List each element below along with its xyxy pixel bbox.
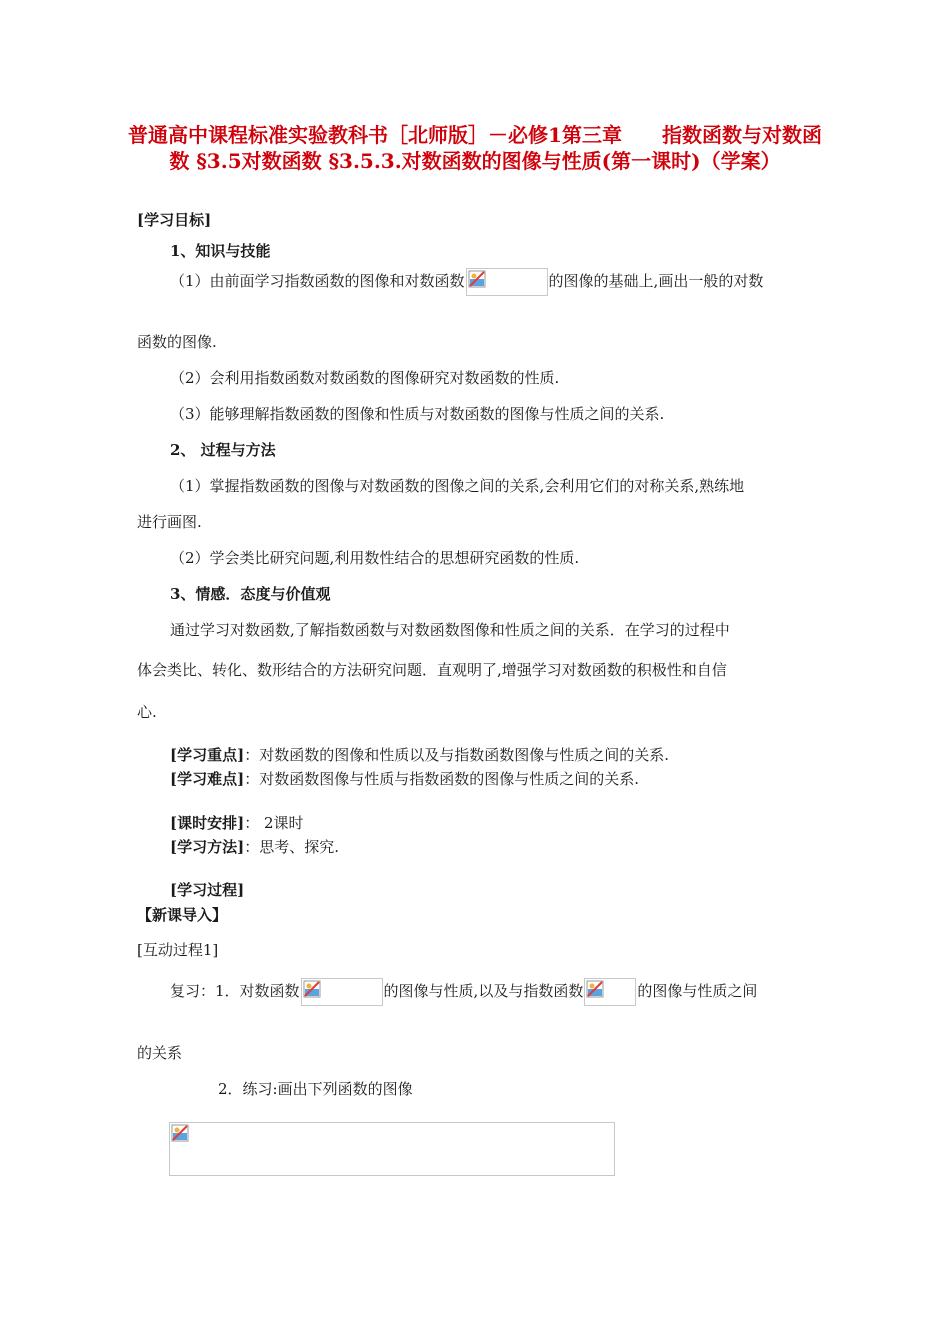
function-graph-image-placeholder xyxy=(169,1122,615,1176)
review-text-b: 的图像与性质,以及与指数函数 xyxy=(383,982,584,1000)
s1-item2: （2）会利用指数函数对数函数的图像研究对数函数的性质. xyxy=(170,369,560,387)
s2-item1-line2: 进行画图. xyxy=(137,513,202,531)
formula-image-placeholder xyxy=(584,978,636,1006)
broken-image-icon xyxy=(303,980,321,998)
difficulty-label: [学习难点] xyxy=(170,770,245,788)
broken-image-icon xyxy=(468,270,486,288)
s2-item1-line1: （1）掌握指数函数的图像与对数函数的图像之间的关系,会利用它们的对称关系,熟练地 xyxy=(170,477,745,495)
review-text-a: 复习：1．对数函数 xyxy=(170,982,300,1000)
document-title: 普通高中课程标准实验教科书［北师版］－必修1第三章 指数函数与对数函数 §3.5对数函数 §3.5.3.对数函数的图像与性质(第一课时)（学案） xyxy=(128,123,822,173)
s3-text-line2: 体会类比、转化、数形结合的方法研究问题．直观明了,增强学习对数函数的积极性和自信 xyxy=(137,661,727,679)
key-points-row xyxy=(170,745,669,765)
exercise-line: 2．练习:画出下列函数的图像 xyxy=(218,1080,413,1098)
s1-item1-text-a: （1）由前面学习指数函数的图像和对数函数 xyxy=(170,272,465,290)
schedule-text: ： 2课时 xyxy=(244,814,304,832)
method-row xyxy=(170,837,339,857)
review-line2: 的关系 xyxy=(137,1044,183,1062)
s1-item3: （3）能够理解指数函数的图像和性质与对数函数的图像与性质之间的关系. xyxy=(170,405,665,423)
s1-item1-line1 xyxy=(170,268,763,296)
broken-image-icon xyxy=(171,1124,189,1142)
key-points-label: [学习重点] xyxy=(170,746,245,764)
s3-text-line1: 通过学习对数函数,了解指数函数与对数函数图像和性质之间的关系．在学习的过程中 xyxy=(170,621,730,639)
section-2-heading: 2、 过程与方法 xyxy=(170,441,276,459)
schedule-label: [课时安排] xyxy=(170,814,245,832)
key-points-text: ：对数函数的图像和性质以及与指数函数图像与性质之间的关系. xyxy=(244,746,669,764)
formula-image-placeholder xyxy=(466,268,548,296)
review-line1 xyxy=(170,978,757,1006)
broken-image-icon xyxy=(586,980,604,998)
process-heading: [学习过程] xyxy=(170,881,245,899)
new-lesson-heading: 【新课导入】 xyxy=(137,906,228,924)
s1-item1-text-b: 的图像的基础上,画出一般的对数 xyxy=(548,272,764,290)
review-text-c: 的图像与性质之间 xyxy=(637,982,758,1000)
s2-item2: （2）学会类比研究问题,利用数性结合的思想研究函数的性质. xyxy=(170,549,580,567)
method-label: [学习方法] xyxy=(170,838,245,856)
s1-item1-line2: 函数的图像. xyxy=(137,333,217,351)
objectives-heading: [学习目标] xyxy=(137,211,212,229)
difficulty-text: ：对数函数图像与性质与指数函数的图像与性质之间的关系. xyxy=(244,770,639,788)
s3-text-line3: 心. xyxy=(137,703,157,721)
section-3-heading: 3、情感．态度与价值观 xyxy=(170,585,331,603)
formula-image-placeholder xyxy=(301,978,383,1006)
difficulty-row xyxy=(170,769,639,789)
method-text: ：思考、探究. xyxy=(244,838,339,856)
interaction-1-heading: [互动过程1] xyxy=(137,941,219,959)
section-1-heading: 1、知识与技能 xyxy=(170,242,271,260)
schedule-row xyxy=(170,813,304,833)
